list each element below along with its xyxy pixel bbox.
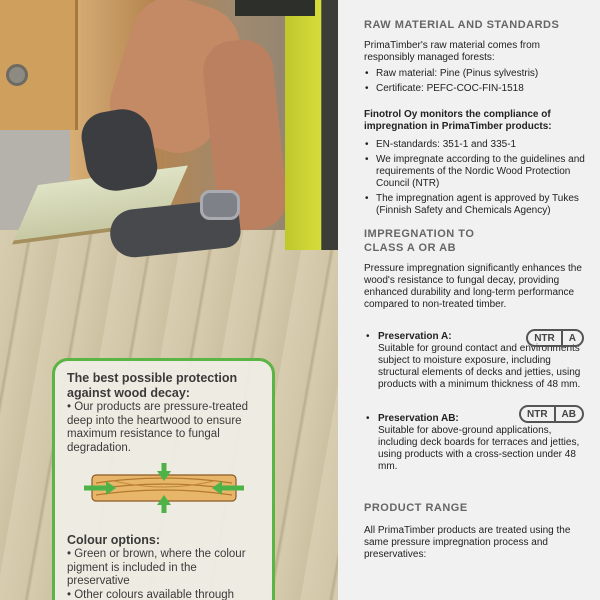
finotrol-heading: Finotrol Oy monitors the compliance of impregnation in PrimaTimber products: — [364, 109, 552, 132]
bullet: • — [366, 413, 370, 424]
colour-option-1: • Green or brown, where the colour pigment is included in the preservative — [67, 548, 246, 587]
info-panel — [338, 0, 600, 600]
bullet: • — [366, 331, 370, 342]
list-item: • Raw material: Pine (Pinus sylvestris) — [364, 68, 590, 80]
impregnation-heading-line1: IMPREGNATION TO — [364, 228, 475, 240]
finotrol-list — [364, 139, 590, 217]
colour-option-2: • Other colours available through — [67, 588, 235, 600]
list-item: • The impregnation agent is approved by Tukes (Finnish Safety and Chemicals Agency) — [364, 193, 590, 217]
raw-material-intro: PrimaTimber's raw material comes from responsibly managed forests: — [364, 40, 541, 63]
list-item: • We impregnate according to the guidelines and requirements of the Nordic Wood Protection Council (NTR) — [364, 154, 590, 190]
colour-options-title: Colour options: — [67, 533, 161, 547]
ntr-ab-badge — [519, 405, 584, 423]
product-range-body: All PrimaTimber products are treated using the same pressure impregnation process and preservatives: — [364, 525, 571, 560]
product-range-heading: PRODUCT RANGE — [364, 502, 468, 514]
badge-ntr: NTR — [526, 408, 548, 420]
impregnation-heading-line2: CLASS A OR AB — [364, 242, 457, 254]
card-title: The best possible protection against wood decay: — [67, 371, 238, 400]
raw-material-list — [364, 68, 590, 95]
badge-ntr: NTR — [534, 332, 555, 344]
shirt-sleeve — [235, 0, 315, 16]
preservation-ab-description: Suitable for above-ground applications, including deck boards for terraces and jetties, using products with a cross-section under 48 mm. — [378, 425, 580, 472]
card-protection-text: • Our products are pressure-treated deep into the heartwood to ensure maximum resistance to fungal degradation. — [67, 401, 249, 454]
badge-class: AB — [554, 407, 582, 421]
ntr-a-badge — [526, 329, 584, 347]
list-item: • EN-standards: 351-1 and 335-1 — [364, 139, 590, 151]
raw-material-heading: RAW MATERIAL AND STANDARDS — [364, 19, 560, 31]
preservation-a — [364, 331, 590, 391]
preservation-ab-label: Preservation AB: — [378, 413, 459, 424]
preservation-ab — [364, 408, 590, 473]
preservation-a-label: Preservation A: — [378, 331, 452, 342]
badge-class: A — [561, 331, 582, 345]
high-vis-vest — [285, 0, 338, 250]
preservation-a-description: Suitable for ground contact and environments subject to moisture exposure, including structural elements of decks and jetties, using products with a minimum thickness of 48 mm. — [378, 343, 581, 390]
protection-info-card — [52, 358, 275, 600]
wristwatch — [200, 190, 240, 220]
impregnation-body: Pressure impregnation significantly enhances the wood's resistance to fungal decay, providing enhanced durability and long-term performance compared to non-treated timber. — [364, 263, 582, 310]
list-item: • Certificate: PEFC-COC-FIN-1518 — [364, 83, 590, 95]
post-bolt — [6, 64, 28, 86]
wood-cross-section-icon — [84, 463, 244, 513]
